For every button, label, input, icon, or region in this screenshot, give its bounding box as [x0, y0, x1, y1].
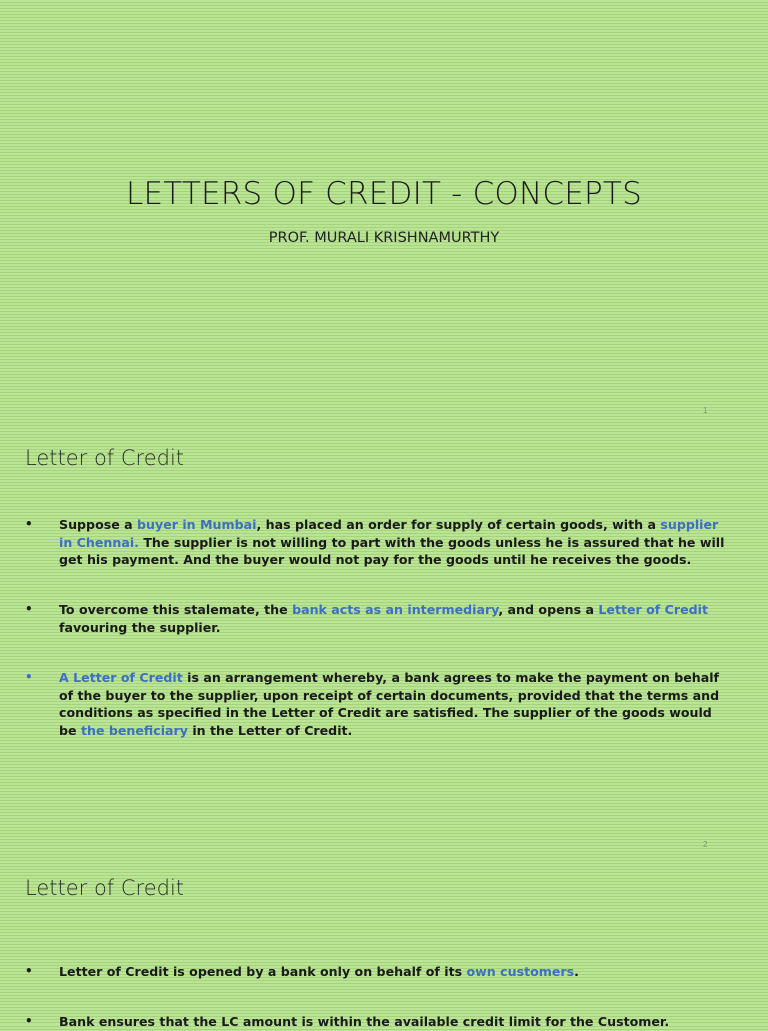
highlight-text: bank acts as an intermediary — [292, 602, 499, 617]
list-item — [25, 1013, 730, 1031]
list-item — [25, 516, 730, 569]
slide-subtitle: PROF. MURALI KRISHNAMURTHY — [268, 230, 500, 246]
list-item — [25, 601, 730, 636]
bullet-text: A Letter of Credit is an arrangement whereby, a bank agrees to make the payment on behalf of the buyer to the supplier, upon receipt of certain documents, provided that the terms and conditions as specified in the Letter of Credit are satisfied. The supplier of the goods would be the beneficiary in the Letter of Credit. — [59, 670, 720, 738]
slide-heading: Letter of Credit — [25, 876, 185, 900]
bullet-icon: • — [25, 1014, 33, 1028]
bullet-icon: • — [25, 602, 33, 616]
highlight-text: own customers — [466, 964, 575, 979]
highlight-text: the beneficiary — [80, 722, 188, 738]
highlight-text: Letter of Credit — [598, 602, 708, 617]
bullet-icon: • — [25, 670, 33, 684]
list-item — [25, 669, 730, 739]
bullet-icon: • — [25, 517, 33, 531]
highlight-text: buyer in Mumbai — [137, 517, 257, 532]
bullet-icon: • — [25, 964, 33, 978]
bullet-text: To overcome this stalemate, the bank acts as an intermediary, and opens a Letter of Credit favouring the supplier. — [59, 602, 708, 635]
list-item — [25, 963, 730, 981]
bullet-text: Suppose a buyer in Mumbai, has placed an order for supply of certain goods, with a supplier in Chennai. The supplier is not willing to part with the goods unless he is assured that he will get his payment. And the buyer would not pay for the goods until he receives the goods. — [59, 517, 725, 567]
page-number: 1 — [703, 406, 708, 415]
bullet-text: Letter of Credit is opened by a bank only on behalf of its own customers. — [59, 964, 579, 979]
highlight-text: supplier in Chennai. — [59, 517, 719, 550]
bullet-text: Bank ensures that the LC amount is within the available credit limit for the Customer. — [59, 1014, 670, 1029]
page-number: 2 — [703, 840, 708, 849]
highlight-text: A Letter of Credit — [59, 670, 183, 685]
slide-title: LETTERS OF CREDIT - CONCEPTS — [126, 176, 642, 212]
slide-heading: Letter of Credit — [25, 446, 185, 470]
